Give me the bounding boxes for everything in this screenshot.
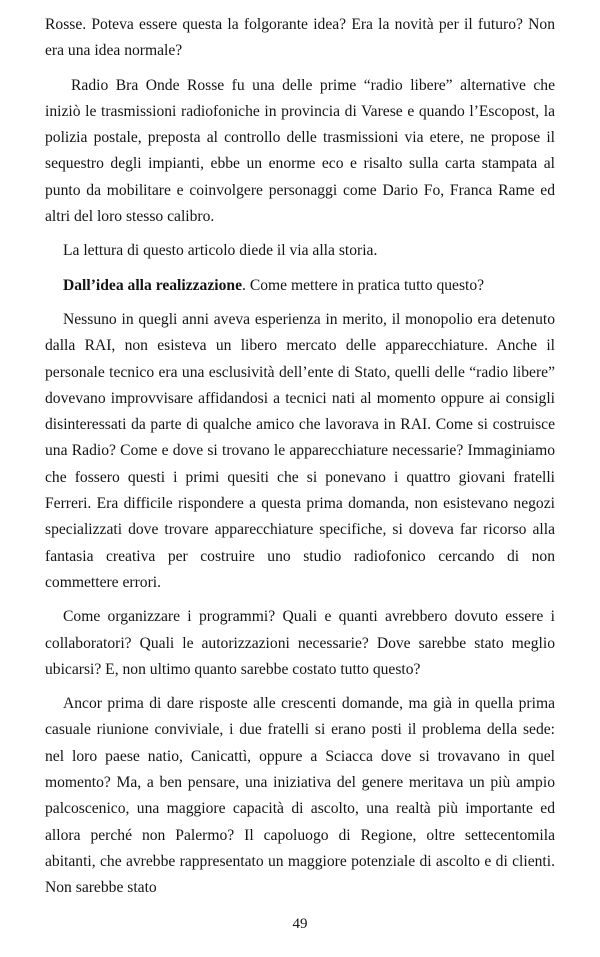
section-heading-question: . Come mettere in pratica tutto questo? <box>242 276 485 294</box>
page-number: 49 <box>292 916 308 932</box>
section-heading: Dall’idea alla realizzazione <box>63 276 243 294</box>
paragraph-location: Ancor prima di dare risposte alle crescenti domande, ma già in quella prima casuale riunione conviviale, i due fratelli si erano posti il problema della sede: nel loro paese natio, Canicattì, oppure a Sciacca dove si trovavano in quel momento? Ma, a ben pensare, una iniziativa del genere meritava un più ampio palcoscenico, una maggiore capacità di ascolto, una realtà più importante ed allora perché non Palermo? Il capoluogo di Regione, oltre settecentomila abitanti, che avrebbe rappresentato un maggiore potenziale di ascolto e di clienti. Non sarebbe stato <box>45 695 555 897</box>
paragraph-questions: Come organizzare i programmi? Quali e quanti avrebbero dovuto essere i collaboratori? Quali le autorizzazioni necessarie? Dove sarebbe stato meglio ubicarsi? E, non ultimo quanto sarebbe costato tutto questo? <box>45 608 555 678</box>
paragraph-radio-bra: Radio Bra Onde Rosse fu una delle prime “radio libere” alternative che iniziò le trasmissioni radiofoniche in provincia di Varese e quando l’Escopost, la polizia postale, preposta al controllo delle trasmissioni via etere, ne propose il sequestro degli impianti, ebbe un enorme eco e risalto sulla carta stampata al punto da mobilitare e coinvolgere personaggi come Dario Fo, Franca Rame ed altri del loro stesso calibro. <box>45 76 555 226</box>
paragraph-experience: Nessuno in quegli anni aveva esperienza in merito, il monopolio era detenuto dalla RAI, non esisteva un libero mercato delle apparecchiature. Anche il personale tecnico era una esclusività dell’ente di Stato, quelli delle “radio libere” dovevano improvvisare affidandosi a tecnici nati al momento oppure ai consigli disinteressati da parte di qualche amico che lavorava in RAI. Come si costruisce una Radio? Come e dove si trovano le apparecchiature necessarie? Immaginiamo che fossero questi i primi quesiti che si ponevano i quattro giovani fratelli Ferreri. Era difficile rispondere a questa prima domanda, non esistevano negozi specializzati dove trovare apparecchiature specifiche, si doveva far ricorso alla fantasia creativa per costruire uno studio radiofonico cercando di non commettere errori. <box>45 310 555 591</box>
paragraph-continuation: Rosse. Poteva essere questa la folgorante idea? Era la novità per il futuro? Non era una idea normale? <box>45 16 555 60</box>
paragraph-article-reading: La lettura di questo articolo diede il via alla storia. <box>63 242 378 260</box>
page-body <box>45 12 555 902</box>
paragraph-idea-heading <box>45 273 555 299</box>
